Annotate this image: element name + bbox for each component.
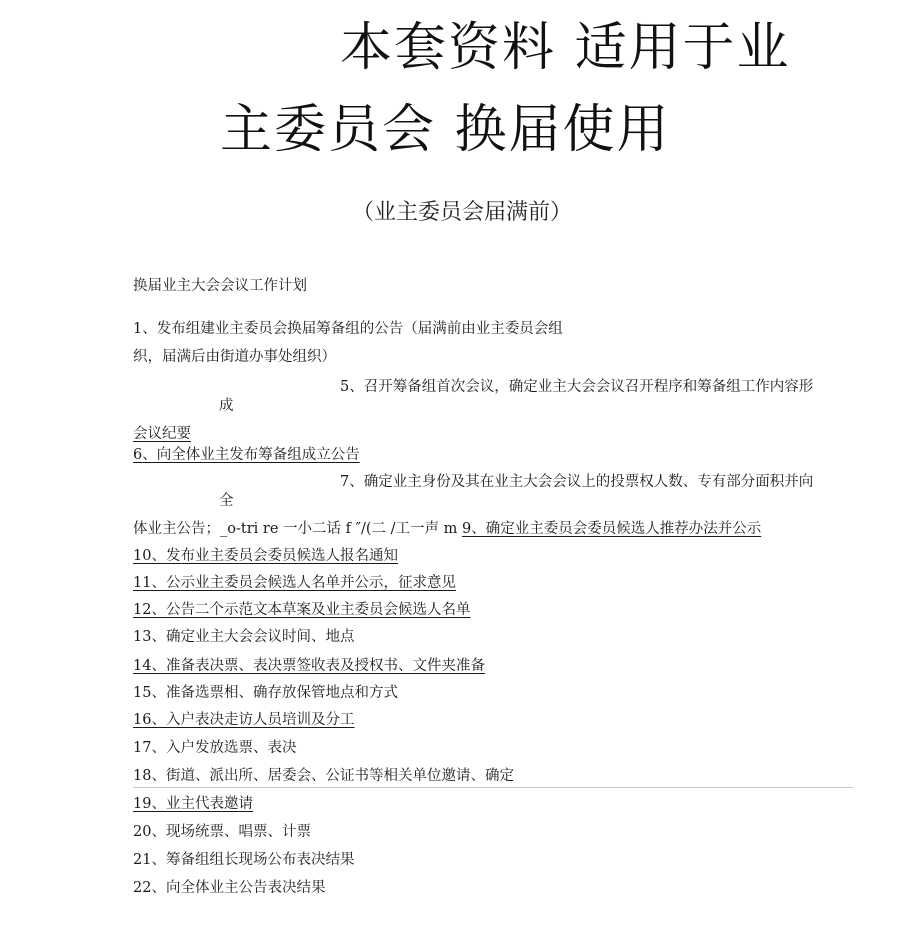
item-6: 6、向全体业主发布筹备组成立公告 xyxy=(133,447,360,463)
item-16: 16、入户表决走访人员培训及分工 xyxy=(133,712,355,728)
section-heading: 换届业主大会会议工作计划 xyxy=(133,278,307,294)
title-line-1: 本套资料 适用于业 xyxy=(340,18,791,78)
item-7-line-2: 全 xyxy=(219,493,234,509)
item-14: 14、准备表决票、表决票签收表及授权书、文件夹准备 xyxy=(133,658,485,674)
item-9: 9、确定业主委员会委员候选人推荐办法并公示 xyxy=(462,521,762,537)
item-12: 12、公告二个示范文本草案及业主委员会候选人名单 xyxy=(133,602,471,618)
item-5-line-1: 5、召开筹备组首次会议，确定业主大会会议召开程序和筹备组工作内容形 xyxy=(340,379,814,395)
item-1-line-2: 织，届满后由街道办事处组织） xyxy=(133,349,336,365)
item-22: 22、向全体业主公告表决结果 xyxy=(133,880,326,896)
divider-line xyxy=(133,787,853,788)
item-15: 15、准备选票相、确存放保管地点和方式 xyxy=(133,685,398,701)
item-1-line-1: 1、发布组建业主委员会换届筹备组的公告（届满前由业主委员会组 xyxy=(133,321,563,337)
subtitle: （业主委员会届满前） xyxy=(352,200,573,225)
item-5-line-3: 会议纪要 xyxy=(133,426,191,442)
item-20: 20、现场统票、唱票、计票 xyxy=(133,824,311,840)
item-11: 11、公示业主委员会候选人名单并公示，征求意见 xyxy=(133,575,456,591)
item-21: 21、筹备组组长现场公布表决结果 xyxy=(133,852,355,868)
item-13: 13、确定业主大会会议时间、地点 xyxy=(133,629,355,645)
item-7-line-3 xyxy=(133,519,761,539)
title-line-2: 主委员会 换届使用 xyxy=(220,100,671,160)
item-7-line-1: 7、确定业主身份及其在业主大会会议上的投票权人数、专有部分面积并向 xyxy=(340,474,814,490)
item-17: 17、入户发放选票、表决 xyxy=(133,740,297,756)
item-18: 18、街道、派出所、居委会、公证书等相关单位邀请、确定 xyxy=(133,768,514,784)
item-10: 10、发布业主委员会委员候选人报名通知 xyxy=(133,548,398,564)
item-19: 19、业主代表邀请 xyxy=(133,796,253,812)
item-5-line-2: 成 xyxy=(219,398,234,414)
item-7-line-3-prefix: 体业主公告；_o-tri re 一小二话 f ″/(二 /工一声 m xyxy=(133,521,463,537)
